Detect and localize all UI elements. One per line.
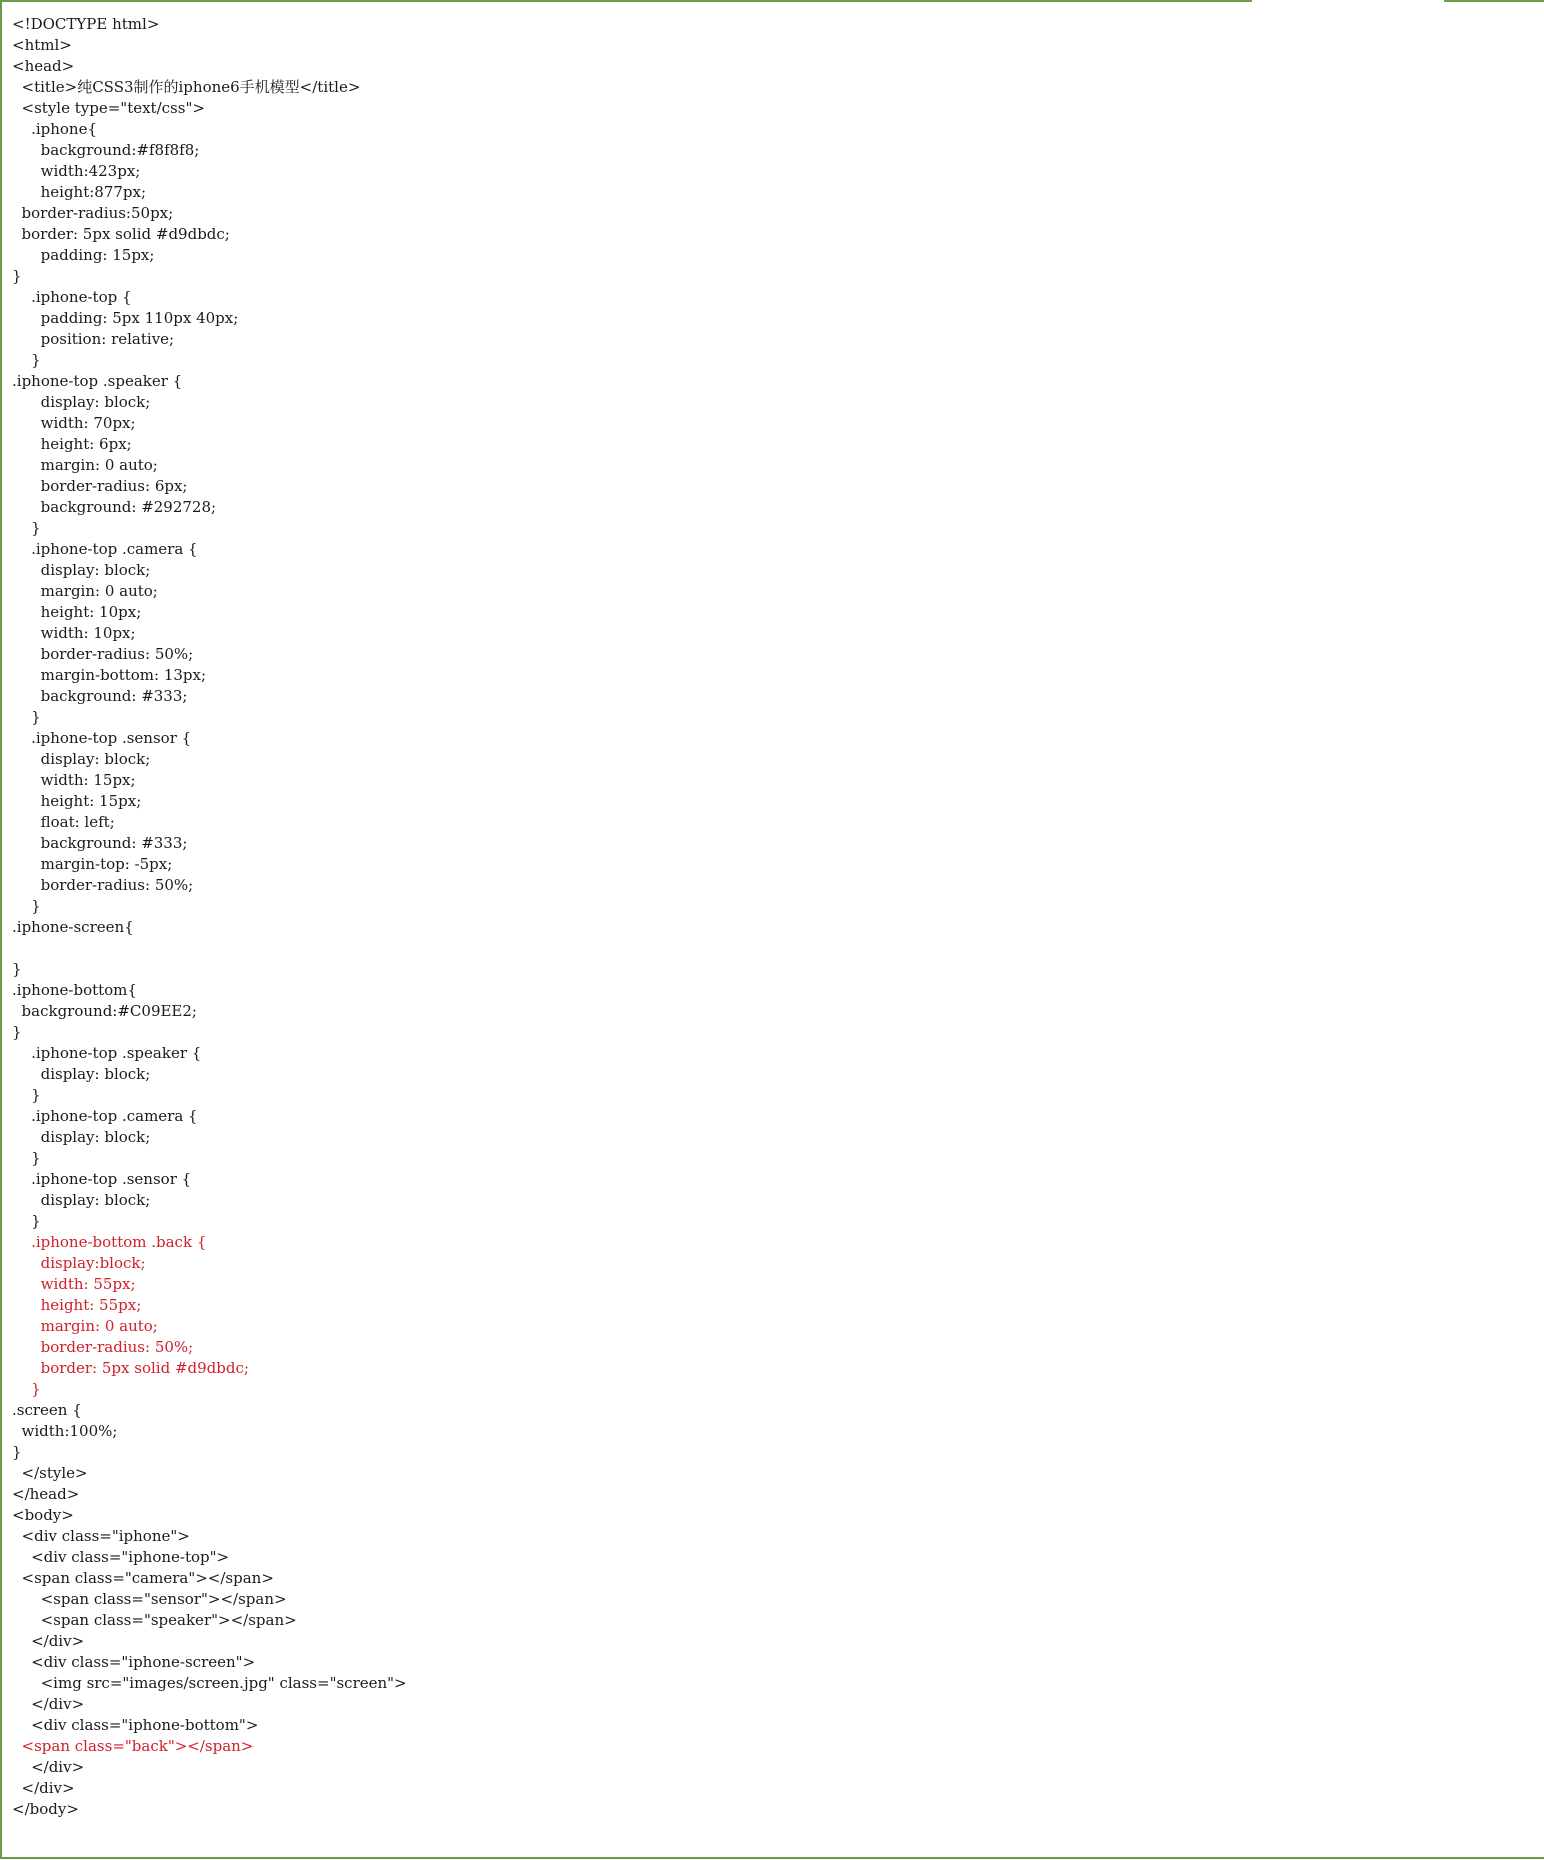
code-line: display: block;	[12, 1065, 151, 1083]
code-line: .iphone-bottom{	[12, 981, 137, 999]
code-line: .iphone-top .sensor {	[12, 729, 192, 747]
code-line: height:877px;	[12, 183, 147, 201]
code-line: .iphone{	[12, 120, 98, 138]
code-line: background:#f8f8f8;	[12, 141, 200, 159]
code-line: </div>	[12, 1758, 85, 1776]
code-line: }	[12, 1086, 41, 1104]
code-line: display: block;	[12, 750, 151, 768]
code-line: }	[12, 267, 22, 285]
code-line: <span class="sensor"></span>	[12, 1590, 287, 1608]
code-line: }	[12, 519, 41, 537]
code-line: <div class="iphone-bottom">	[12, 1716, 259, 1734]
code-line: </body>	[12, 1800, 79, 1818]
code-line: background:#C09EE2;	[12, 1002, 197, 1020]
code-line: width: 70px;	[12, 414, 136, 432]
code-line: }	[12, 708, 41, 726]
code-line: background: #333;	[12, 687, 188, 705]
code-line: }	[12, 351, 41, 369]
code-line: width: 15px;	[12, 771, 136, 789]
code-line: height: 6px;	[12, 435, 132, 453]
code-line: .iphone-top .camera {	[12, 540, 198, 558]
code-line: margin-bottom: 13px;	[12, 666, 207, 684]
code-line: }	[12, 1443, 22, 1461]
code-line: display: block;	[12, 393, 151, 411]
code-line: border-radius: 50%;	[12, 645, 194, 663]
code-line: </style>	[12, 1464, 88, 1482]
code-line: }	[12, 897, 41, 915]
code-line: margin-top: -5px;	[12, 855, 173, 873]
code-line: display: block;	[12, 1191, 151, 1209]
code-line: margin: 0 auto;	[12, 582, 158, 600]
code-line: </div>	[12, 1779, 75, 1797]
code-line: .screen {	[12, 1401, 82, 1419]
code-line: .iphone-top .speaker {	[12, 1044, 202, 1062]
code-line: <div class="iphone-top">	[12, 1548, 230, 1566]
code-line: height: 15px;	[12, 792, 142, 810]
code-line: <div class="iphone-screen">	[12, 1653, 256, 1671]
code-line: .iphone-top {	[12, 288, 132, 306]
code-line: border-radius: 6px;	[12, 477, 188, 495]
code-line: background: #333;	[12, 834, 188, 852]
code-line: <span class="speaker"></span>	[12, 1611, 297, 1629]
code-line: <body>	[12, 1506, 74, 1524]
code-line: background: #292728;	[12, 498, 217, 516]
code-line: <!DOCTYPE html>	[12, 15, 160, 33]
code-line: width: 10px;	[12, 624, 136, 642]
code-line: </div>	[12, 1632, 85, 1650]
code-line: }	[12, 960, 22, 978]
code-line: position: relative;	[12, 330, 175, 348]
top-border-left	[0, 0, 1252, 2]
code-line: display: block;	[12, 561, 151, 579]
code-line: border-radius:50px;	[12, 204, 174, 222]
code-line: border: 5px solid #d9dbdc;	[12, 225, 230, 243]
code-line: }	[12, 1023, 22, 1041]
code-line-highlighted: border-radius: 50%;	[12, 1338, 194, 1356]
code-line: <div class="iphone">	[12, 1527, 190, 1545]
code-line: .iphone-top .camera {	[12, 1107, 198, 1125]
code-line: width:100%;	[12, 1422, 118, 1440]
code-line: height: 10px;	[12, 603, 142, 621]
code-line-highlighted: height: 55px;	[12, 1296, 142, 1314]
code-line: .iphone-top .sensor {	[12, 1170, 192, 1188]
code-line: <html>	[12, 36, 72, 54]
code-line-highlighted: <span class="back"></span>	[12, 1737, 254, 1755]
code-line-highlighted: }	[12, 1380, 41, 1398]
code-line: }	[12, 1149, 41, 1167]
code-line-highlighted: margin: 0 auto;	[12, 1317, 158, 1335]
code-line-highlighted: border: 5px solid #d9dbdc;	[12, 1359, 249, 1377]
code-line: </div>	[12, 1695, 85, 1713]
code-line: display: block;	[12, 1128, 151, 1146]
code-line: padding: 15px;	[12, 246, 155, 264]
code-line: .iphone-screen{	[12, 918, 134, 936]
code-line: .iphone-top .speaker {	[12, 372, 183, 390]
code-line: margin: 0 auto;	[12, 456, 158, 474]
code-block	[12, 14, 407, 1820]
code-line: <title>纯CSS3制作的iphone6手机模型</title>	[12, 78, 361, 96]
code-line	[12, 938, 407, 959]
code-line-highlighted: display:block;	[12, 1254, 146, 1272]
code-line: border-radius: 50%;	[12, 876, 194, 894]
code-line: width:423px;	[12, 162, 141, 180]
code-line: }	[12, 1212, 41, 1230]
code-line: <head>	[12, 57, 75, 75]
code-line-highlighted: .iphone-bottom .back {	[12, 1233, 207, 1251]
code-line-highlighted: width: 55px;	[12, 1275, 136, 1293]
code-line: float: left;	[12, 813, 115, 831]
code-line: <style type="text/css">	[12, 99, 205, 117]
code-line: </head>	[12, 1485, 80, 1503]
code-line: <img src="images/screen.jpg" class="screen">	[12, 1674, 407, 1692]
code-line: padding: 5px 110px 40px;	[12, 309, 239, 327]
top-border-right	[1444, 0, 1544, 2]
code-line: <span class="camera"></span>	[12, 1569, 274, 1587]
